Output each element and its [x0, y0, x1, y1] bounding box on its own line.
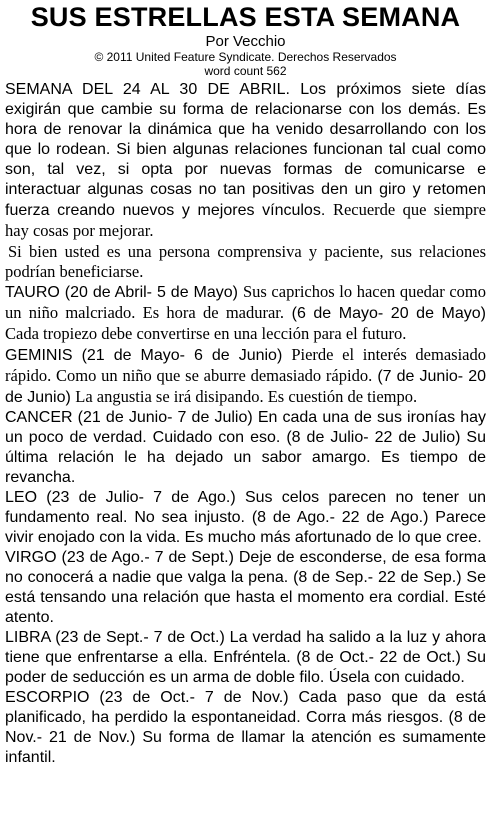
geminis-text-2: La angustia se irá disipando. Es cuestión de tiempo.: [75, 387, 418, 406]
word-count: word count 562: [204, 64, 287, 78]
geminis-label-1: GEMINIS (21 de Mayo- 6 de Junio): [5, 347, 283, 364]
tauro-text-1: Sus caprichos lo hacen quedar como un niño malcriado. Es hora de madurar.: [5, 282, 486, 322]
horoscope-cancer: CANCER (21 de Junio- 7 de Julio) En cada una de sus ironías hay un poco de verdad. Cuidado con eso. (8 de Julio- 22 de Julio) Su última relación le ha dejado un sabor amargo. Es tiempo de revancha.: [5, 409, 486, 486]
intro-text: SEMANA DEL 24 AL 30 DE ABRIL. Los próximos siete días exigirán que cambie su forma de relacionarse con los demás. Es hora de renovar la dinámica que ha venido desarrollando con los que lo rodean. Si bien algunas relaciones funcionan tal cual como son, tal vez, si opta por nuevas formas de comunicarse e interactuar algunas cosas no tan positivas den un giro y retomen fuerza creando nuevos y mejores vínculos.: [5, 81, 486, 219]
intro-paragraph: [5, 80, 486, 242]
intro-serif-paragraph: Si bien usted es una persona comprensiva y paciente, sus relaciones podrían beneficiarse.: [5, 242, 486, 281]
article-body: [5, 80, 486, 768]
tauro-label-2: (6 de Mayo- 20 de Mayo): [291, 305, 486, 322]
tauro-label-1: TAURO (20 de Abril- 5 de Mayo): [5, 284, 238, 301]
tauro-text-2: Cada tropiezo debe convertirse en una lección para el futuro.: [5, 324, 407, 343]
geminis-label-2: (7 de Junio- 20 de Junio): [5, 368, 487, 406]
horoscope-leo: LEO (23 de Julio- 7 de Ago.) Sus celos parecen no tener un fundamento real. No sea injusto. (8 de Ago.- 22 de Ago.) Parece vivir enojado con la vida. Es mucho más afortunado de lo que cree.: [5, 489, 486, 546]
geminis-text-1: Pierde el interés demasiado rápido. Como un niño que se aburre demasiado rápido.: [5, 345, 486, 385]
intro-serif-text: Recuerde que siempre hay cosas por mejorar.: [5, 200, 486, 240]
horoscope-tauro: [5, 282, 486, 345]
horoscope-libra: LIBRA (23 de Sept.- 7 de Oct.) La verdad ha salido a la luz y ahora tiene que enfrentarse a ella. Enfréntela. (8 de Oct.- 22 de Oct.) Su poder de seducción es un arma de doble filo. Úsela con cuidado.: [5, 629, 486, 686]
horoscope-geminis: [5, 345, 486, 408]
copyright-notice: © 2011 United Feature Syndicate. Derechos Reservados: [94, 50, 397, 64]
page-title: SUS ESTRELLAS ESTA SEMANA: [30, 2, 461, 32]
byline: Por Vecchio: [205, 33, 286, 50]
horoscope-virgo: VIRGO (23 de Ago.- 7 de Sept.) Deje de esconderse, de esa forma no conocerá a nadie que valga la pena. (8 de Sep.- 22 de Sep.) Se está tensando una relación que hasta el momento era cordial. Esté atento.: [5, 549, 486, 626]
horoscope-escorpio: ESCORPIO (23 de Oct.- 7 de Nov.) Cada paso que da está planificado, ha perdido la espontaneidad. Corra más riesgos. (8 de Nov.- 21 de Nov.) Su forma de llamar la atención es sumamente infantil.: [5, 689, 486, 766]
